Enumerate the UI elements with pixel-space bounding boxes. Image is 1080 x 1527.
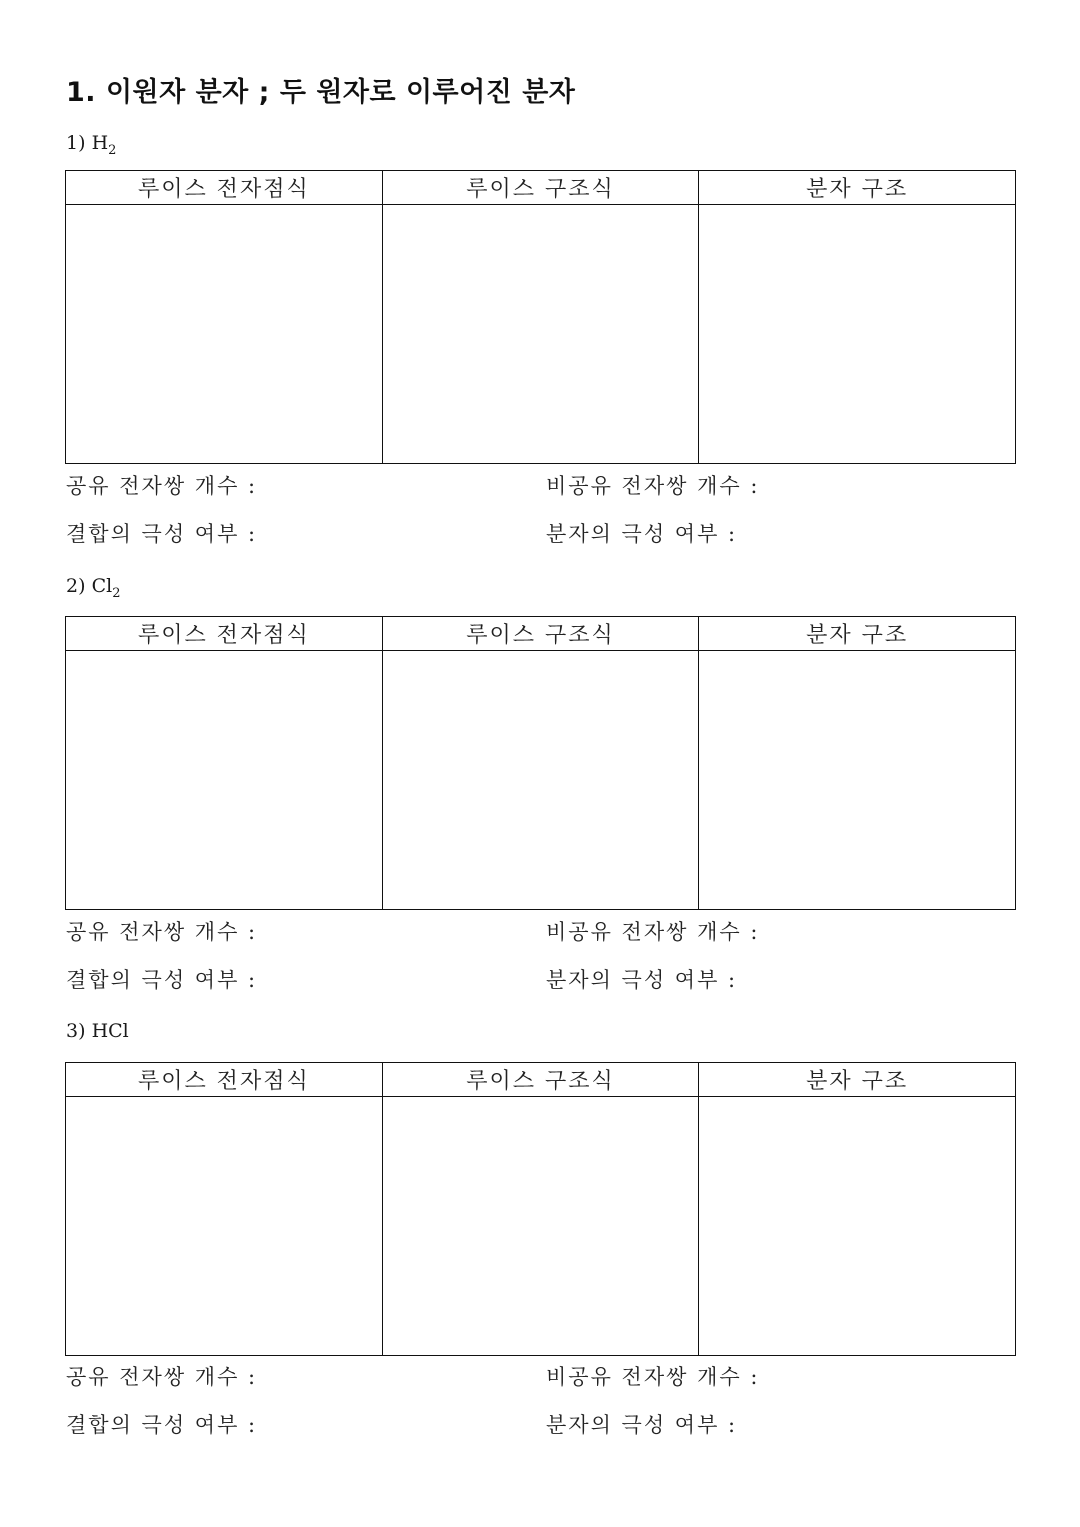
col-lewis-dot: 루이스 전자점식 — [66, 171, 383, 205]
col-lewis-structure: 루이스 구조식 — [382, 171, 699, 205]
hcl-molecular-structure-cell[interactable] — [699, 1097, 1016, 1356]
cl2-shared-pairs: 공유 전자쌍 개수 : — [66, 920, 258, 944]
col-lewis-dot: 루이스 전자점식 — [66, 1063, 383, 1097]
hcl-lone-pairs: 비공유 전자쌍 개수 : — [546, 1365, 760, 1389]
h2-molecular-structure-cell[interactable] — [699, 205, 1016, 464]
hcl-table — [65, 1062, 1016, 1356]
col-molecular-structure: 분자 구조 — [699, 617, 1016, 651]
cl2-lone-pairs: 비공유 전자쌍 개수 : — [546, 920, 760, 944]
cl2-bond-polarity: 결합의 극성 여부 : — [66, 968, 258, 992]
cl2-lewis-structure-cell[interactable] — [382, 651, 699, 910]
hcl-lewis-structure-cell[interactable] — [382, 1097, 699, 1356]
h2-lone-pairs: 비공유 전자쌍 개수 : — [546, 474, 760, 498]
section-label-hcl: 3) HCl — [66, 1020, 129, 1042]
section-label-cl2: 2) $Cl_2$ — [66, 575, 121, 601]
h2-table — [65, 170, 1016, 464]
hcl-lewis-dot-cell[interactable] — [66, 1097, 383, 1356]
hcl-bond-polarity: 결합의 극성 여부 : — [66, 1413, 258, 1437]
h2-lewis-dot-cell[interactable] — [66, 205, 383, 464]
cl2-molecule-polarity: 분자의 극성 여부 : — [546, 968, 738, 992]
cl2-table — [65, 616, 1016, 910]
col-lewis-structure: 루이스 구조식 — [382, 617, 699, 651]
h2-molecule-polarity: 분자의 극성 여부 : — [546, 522, 738, 546]
col-molecular-structure: 분자 구조 — [699, 1063, 1016, 1097]
hcl-molecule-polarity: 분자의 극성 여부 : — [546, 1413, 738, 1437]
h2-lewis-structure-cell[interactable] — [382, 205, 699, 464]
col-lewis-structure: 루이스 구조식 — [382, 1063, 699, 1097]
cl2-lewis-dot-cell[interactable] — [66, 651, 383, 910]
hcl-shared-pairs: 공유 전자쌍 개수 : — [66, 1365, 258, 1389]
cl2-molecular-structure-cell[interactable] — [699, 651, 1016, 910]
col-lewis-dot: 루이스 전자점식 — [66, 617, 383, 651]
col-molecular-structure: 분자 구조 — [699, 171, 1016, 205]
h2-bond-polarity: 결합의 극성 여부 : — [66, 522, 258, 546]
page-title: 1. 이원자 분자 ; 두 원자로 이루어진 분자 — [66, 77, 576, 108]
h2-shared-pairs: 공유 전자쌍 개수 : — [66, 474, 258, 498]
section-label-h2: 1) $H_2$ — [66, 132, 117, 158]
